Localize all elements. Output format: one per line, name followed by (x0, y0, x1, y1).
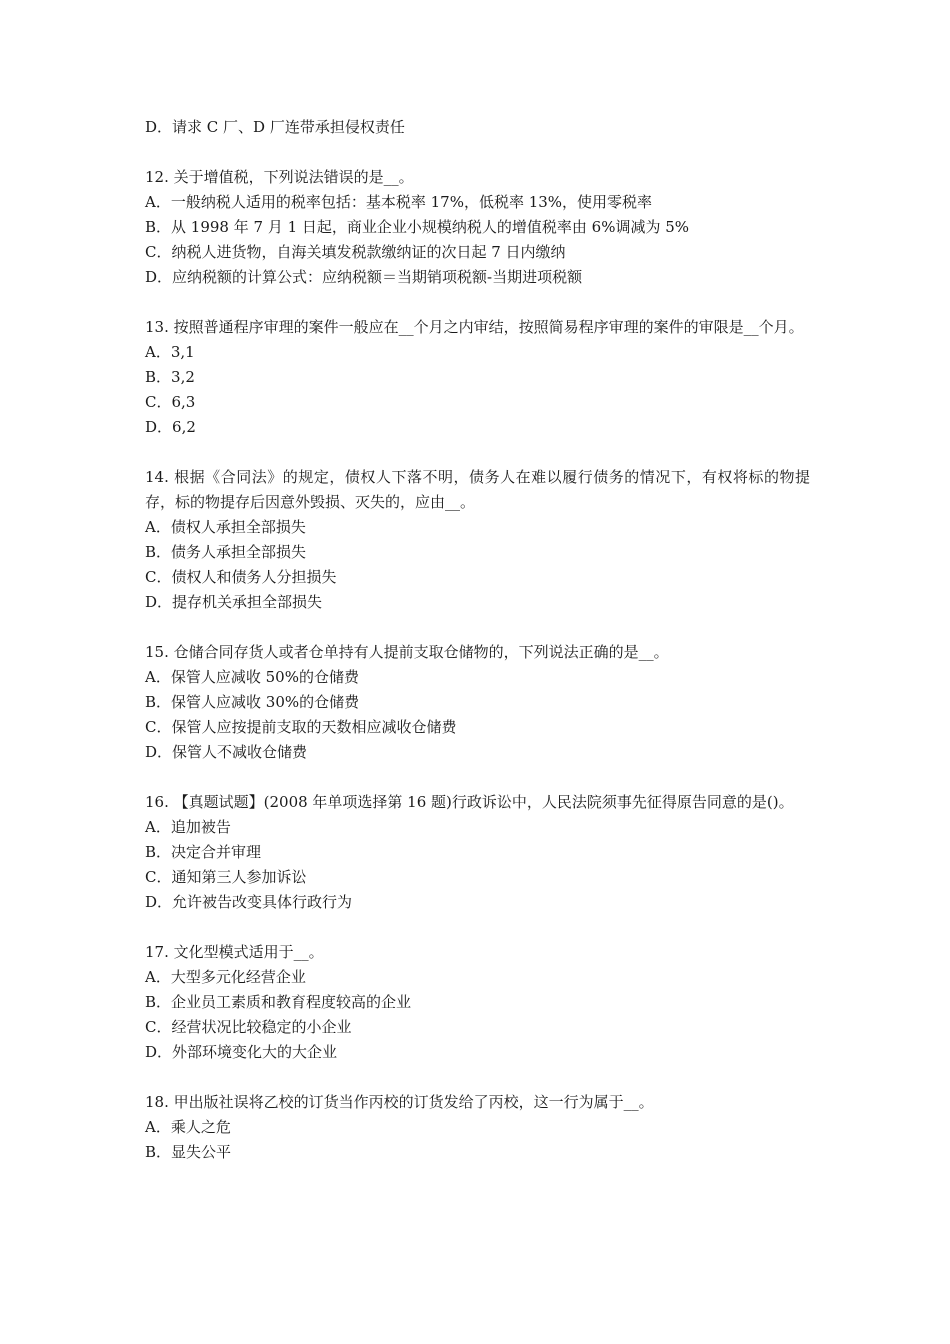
question-18 (145, 1090, 810, 1165)
option-d: D．外部环境变化大的大企业 (145, 1043, 338, 1061)
option-a: A．追加被告 (145, 818, 231, 836)
question-16 (145, 790, 810, 915)
leading-option: D．请求 C 厂、D 厂连带承担侵权责任 (145, 118, 405, 136)
option-b: B．显失公平 (145, 1143, 232, 1161)
option-b: B．决定合并审理 (145, 843, 262, 861)
option-a: A．一般纳税人适用的税率包括：基本税率 17%，低税率 13%，使用零税率 (145, 193, 653, 211)
option-a: A．债权人承担全部损失 (145, 518, 306, 536)
option-c: C．纳税人进货物，自海关填发税款缴纳证的次日起 7 日内缴纳 (145, 243, 566, 261)
question-stem: 15. 仓储合同存货人或者仓单持有人提前支取仓储物的，下列说法正确的是__。 (145, 643, 669, 661)
option-b: B．企业员工素质和教育程度较高的企业 (145, 993, 412, 1011)
option-c: C．6,3 (145, 393, 196, 411)
option-a: A．大型多元化经营企业 (145, 968, 306, 986)
question-stem: 12. 关于增值税，下列说法错误的是__。 (145, 168, 414, 186)
question-stem: 18. 甲出版社误将乙校的订货当作丙校的订货发给了丙校，这一行为属于__。 (145, 1093, 654, 1111)
option-b: B．保管人应减收 30%的仓储费 (145, 693, 360, 711)
option-c: C．经营状况比较稳定的小企业 (145, 1018, 352, 1036)
option-c: C．债权人和债务人分担损失 (145, 568, 337, 586)
option-d: D．应纳税额的计算公式：应纳税额＝当期销项税额-当期进项税额 (145, 268, 583, 286)
question-12 (145, 165, 810, 290)
option-a: A．保管人应减收 50%的仓储费 (145, 668, 359, 686)
option-b: B．3,2 (145, 368, 195, 386)
option-d: D．保管人不减收仓储费 (145, 743, 308, 761)
question-15 (145, 640, 810, 765)
option-d: D．提存机关承担全部损失 (145, 593, 323, 611)
question-stem: 13. 按照普通程序审理的案件一般应在__个月之内审结，按照简易程序审理的案件的审限是__个月。 (145, 318, 804, 336)
option-b: B．从 1998 年 7 月 1 日起，商业企业小规模纳税人的增值税率由 6%调减为 5% (145, 218, 690, 236)
document-body (145, 115, 810, 1165)
question-14 (145, 465, 810, 615)
option-b: B．债务人承担全部损失 (145, 543, 307, 561)
question-stem: 16. 【真题试题】(2008 年单项选择第 16 题)行政诉讼中，人民法院须事先征得原告同意的是()。 (145, 793, 794, 811)
option-a: A．3,1 (145, 343, 195, 361)
question-13 (145, 315, 810, 440)
question-stem: 14. 根据《合同法》的规定，债权人下落不明，债务人在难以履行债务的情况下，有权将标的物提存，标的物提存后因意外毁损、灭失的，应由__。 (145, 468, 810, 511)
option-d: D．允许被告改变具体行政行为 (145, 893, 353, 911)
option-c: C．通知第三人参加诉讼 (145, 868, 307, 886)
question-stem: 17. 文化型模式适用于__。 (145, 943, 324, 961)
option-d: D．6,2 (145, 418, 196, 436)
option-c: C．保管人应按提前支取的天数相应减收仓储费 (145, 718, 457, 736)
question-17 (145, 940, 810, 1065)
option-a: A．乘人之危 (145, 1118, 231, 1136)
